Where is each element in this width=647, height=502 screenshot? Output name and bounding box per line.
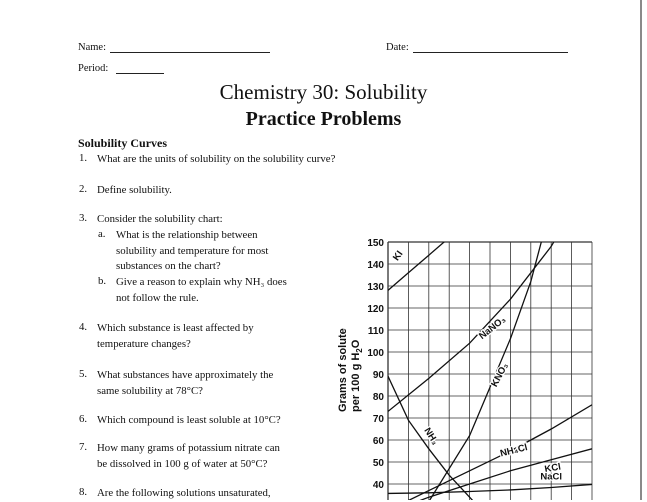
y-tick-label: 70 <box>372 414 384 425</box>
y-tick-label: 130 <box>367 282 384 293</box>
subquestion-line: What is the relationship between <box>116 229 258 241</box>
question-line: Which substance is least affected by <box>97 322 254 334</box>
question-number: 4. <box>79 321 88 333</box>
question-text: Define solubility. <box>97 184 172 196</box>
question-line: How many grams of potassium nitrate can <box>97 442 280 454</box>
subquestion-line: substances on the chart? <box>116 260 221 272</box>
subquestion-letter: a. <box>98 228 106 240</box>
period-label: Period: <box>78 63 109 74</box>
series-label: KCl <box>543 461 562 476</box>
question-line: What substances have approximately the <box>97 369 274 381</box>
subquestion-line: Give a reason to explain why NH₃ does <box>116 276 287 288</box>
question-line: be dissolved in 100 g of water at 50°C? <box>97 457 268 470</box>
question-text: What are the units of solubility on the solubility curve? <box>97 153 336 165</box>
page-subtitle: Practice Problems <box>245 108 402 130</box>
y-tick-label: 80 <box>372 392 384 403</box>
chart-ylabel-line2: per 100 g $H_2O$ <box>350 339 365 412</box>
y-tick-label: 60 <box>372 436 384 447</box>
series-label: KNO₃ <box>489 361 511 389</box>
question-number: 8. <box>79 486 88 498</box>
y-tick-label: 50 <box>372 458 384 469</box>
page-title: Chemistry 30: Solubility <box>219 80 428 104</box>
date-label: Date: <box>386 42 409 53</box>
question-text: Are the following solutions unsaturated, <box>97 487 271 499</box>
y-tick-label: 40 <box>372 480 384 491</box>
subquestion-line: not follow the rule. <box>116 291 199 304</box>
name-field[interactable] <box>110 52 270 53</box>
y-tick-label: 140 <box>367 260 384 271</box>
series-label: NaCl <box>540 471 563 483</box>
y-tick-label: 110 <box>367 326 384 337</box>
question-number: 6. <box>79 413 88 425</box>
question-text: Which compound is least soluble at 10°C? <box>97 414 281 426</box>
y-tick-label: 150 <box>367 238 384 249</box>
series-label: NH₃ <box>421 425 441 448</box>
subquestion-letter: b. <box>98 275 107 287</box>
date-field[interactable] <box>413 52 568 53</box>
series-label: NaNO₃ <box>477 314 509 342</box>
solubility-chart <box>360 230 600 500</box>
chart-ylabel-line1: Grams of solute <box>337 328 349 412</box>
question-line: temperature changes? <box>97 337 191 350</box>
page-edge <box>640 0 642 500</box>
chart-y-ticks <box>367 238 384 500</box>
period-field[interactable] <box>116 73 164 74</box>
question-number: 5. <box>79 368 88 380</box>
question-number: 2. <box>79 183 88 195</box>
subquestion-line: solubility and temperature for most <box>116 244 269 257</box>
y-tick-label: 100 <box>367 348 384 359</box>
question-text: Consider the solubility chart: <box>97 213 223 225</box>
question-line: same solubility at 78°C? <box>97 384 203 397</box>
y-tick-label: 90 <box>372 370 384 381</box>
chart-series-labels <box>391 249 562 483</box>
name-label: Name: <box>78 42 106 53</box>
question-number: 7. <box>79 441 88 453</box>
series-label: NH₄Cl <box>499 442 529 460</box>
question-number: 1. <box>79 152 88 164</box>
series-label: KI <box>390 248 406 264</box>
y-tick-label: 120 <box>367 304 384 315</box>
section-title: Solubility Curves <box>78 136 168 150</box>
question-number: 3. <box>79 212 88 224</box>
